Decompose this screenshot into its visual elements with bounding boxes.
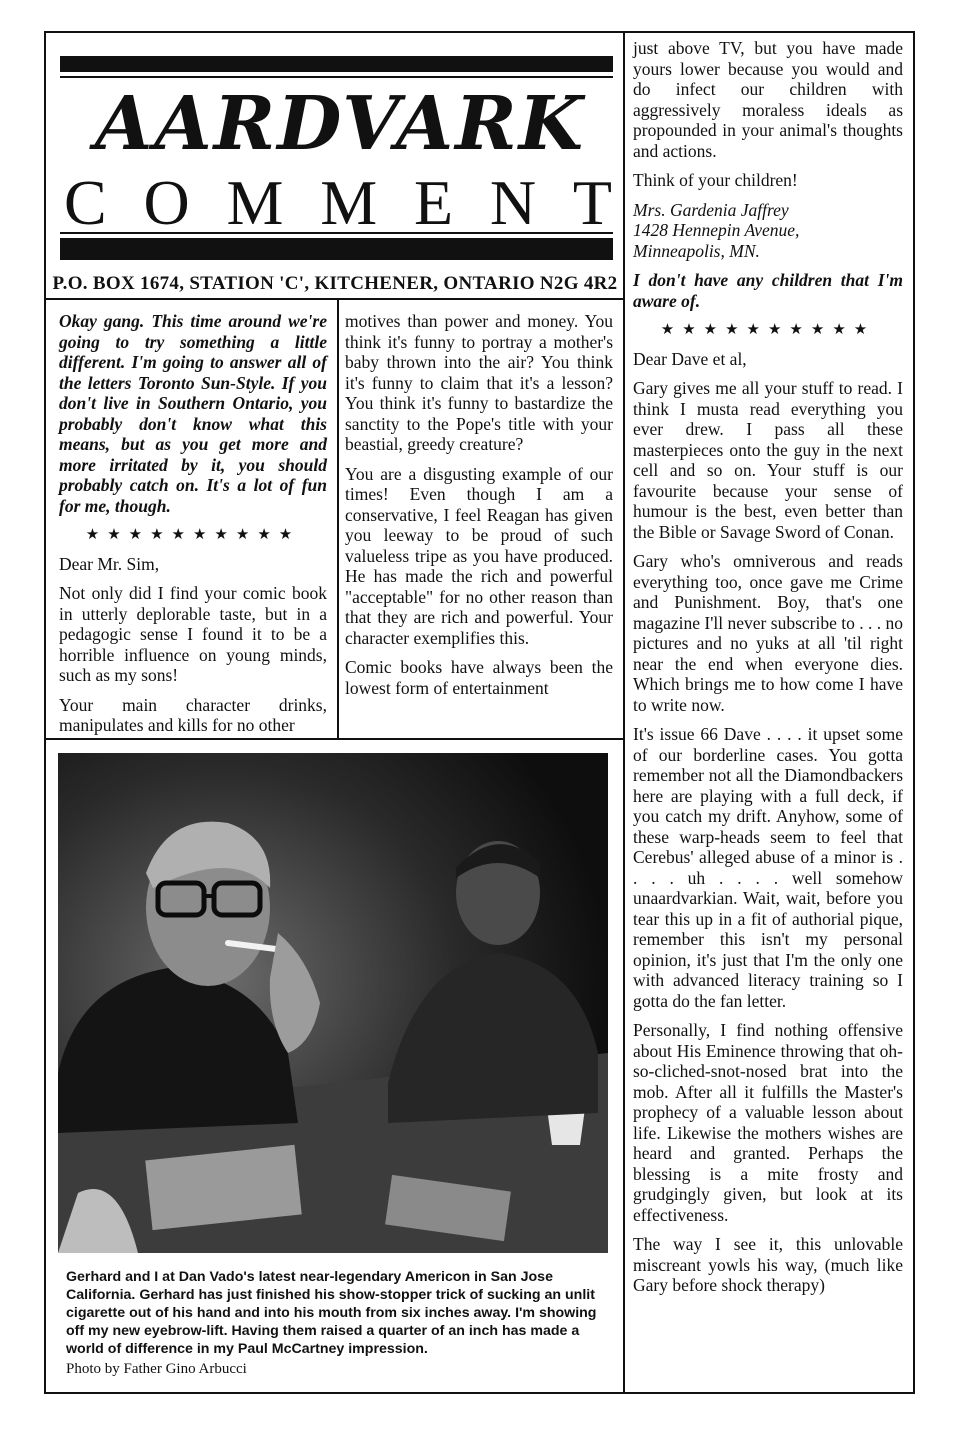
letter-paragraph: Personally, I find nothing offensive about His Eminence throwing that oh-so-cliched-snot-nosed brat into the mob. After all it fulfills the Master's prophecy of a valuable lesson about life. Likewise the mothers wishes are heard and granted. Perhaps the blessing is a mite frosty and grudgingly given, but look at its effectiveness. <box>633 1020 903 1225</box>
convention-photo <box>58 753 608 1253</box>
editor-intro: Okay gang. This time around we're going to try something a little different. I'm going to answer all of the letters Toronto Sun-Style. If you don't live in Southern Ontario, you probably don't know what this means, but as you get more and more irritated by it, you should probably catch on. It's a lot of fun for me, though. <box>59 311 327 516</box>
signature-street: 1428 Hennepin Avenue, <box>633 220 800 240</box>
letter-paragraph: motives than power and money. You think it's funny to portray a mother's baby thrown into the air? You think it's funny to claim that it's a lesson? You think it's funny to bastardize the sanctity to the Pope's title with your beastial, greedy creature? <box>345 311 613 454</box>
subtitle-letter: T <box>572 167 612 238</box>
letter-signature <box>633 200 903 262</box>
column-divider-middle <box>337 300 339 738</box>
star-divider: ★★★★★★★★★★ <box>85 527 301 543</box>
letter-paragraph: Comic books have always been the lowest form of entertainment <box>345 657 613 698</box>
photo-credit: Photo by Father Gino Arbucci <box>66 1361 247 1377</box>
letter-paragraph: Not only did I find your comic book in utterly deplorable taste, but in a pedagogic sense I found it to be a horrible influence on young minds, such as my sons! <box>59 583 327 685</box>
editor-reply: I don't have any children that I'm aware of. <box>633 270 903 311</box>
masthead-bar-top <box>60 56 613 72</box>
subtitle-letter: E <box>413 167 454 238</box>
letter-paragraph: Think of your children! <box>633 170 798 190</box>
subtitle-letter: O <box>143 167 190 238</box>
masthead-subtitle <box>58 167 618 238</box>
signature-name: Mrs. Gardenia Jaffrey <box>633 199 789 220</box>
photo-caption: Gerhard and I at Dan Vado's latest near-legendary Americon in San Jose California. Gerhard has just finished his show-stopper trick of sucking an unlit cigarette out of his hand and into his mouth from six inches away. I'm showing off my new eyebrow-lift. Having them raised a quarter of an inch has made a world of difference in my Paul McCartney impression. <box>66 1269 597 1357</box>
subtitle-letter: C <box>64 167 107 238</box>
signature-city: Minneapolis, MN. <box>633 240 760 261</box>
masthead-bar-bottom <box>60 238 613 260</box>
letter-paragraph: Your main character drinks, manipulates and kills for no other <box>59 694 327 735</box>
subtitle-letter: N <box>489 167 537 238</box>
subtitle-letter: M <box>320 167 378 238</box>
letter-paragraph: Gary gives me all your stuff to read. I think I musta read everything you ever drew. I pass all these masterpieces onto the guy in the next cell and so on. Your stuff is our favourite because your sense of humour is the best, even better than the Bible or Savage Sword of Conan. <box>633 378 903 542</box>
letter-paragraph: You are a disgusting example of our times! Even though I am a conservative, I feel Reagan has given you leeway to be proud of such valueless tripe as you have produced. He has made the rich and powerful "acceptable" for no other reason than that they are rich and powerful. Your character exemplifies this. <box>345 463 613 648</box>
letter-paragraph: just above TV, but you have made yours lower because you would and do infect our children with aggressively moraless ideals as propounded in your animal's thoughts and actions. <box>633 38 903 161</box>
letter-salutation: Dear Dave et al, <box>633 348 747 369</box>
address-rule <box>44 298 624 300</box>
column-2 <box>345 311 613 707</box>
letter-salutation: Dear Mr. Sim, <box>59 553 160 574</box>
column-3 <box>633 38 903 1305</box>
star-divider: ★★★★★★★★★★ <box>660 322 876 338</box>
column-1 <box>59 311 327 745</box>
letter-paragraph: It's issue 66 Dave . . . . it upset some of our borderline cases. You gotta remember not all the Diamondbackers here are playing with a full deck, if you catch my drift. Anyhow, some of these warp-heads seem to feel that Cerebus' alleged abuse of a minor is . . . . uh . . . . well somehow unaardvarkian. Wait, wait, before you tear this up in a fit of authorial pique, remember this isn't my personal opinion, it's just that I'm the only one with advanced literacy training so I gotta do the fan letter. <box>633 724 903 1011</box>
masthead-title: AARDVARK <box>94 81 586 167</box>
photo-illustration <box>58 753 608 1253</box>
mailing-address: P.O. BOX 1674, STATION 'C', KITCHENER, ONTARIO N2G 4R2 <box>52 273 618 294</box>
column-divider-right <box>623 31 625 1394</box>
letter-paragraph: The way I see it, this unlovable miscreant yowls his way, (much like Gary before shock therapy) <box>633 1234 903 1295</box>
subtitle-letter: M <box>226 167 284 238</box>
letter-paragraph: Gary who's omniverous and reads everything too, once gave me Crime and Punishment. Boy, that's one magazine I'll never subscribe to . . . no pictures and no yuks at all 'til right near the end when everyone dies. Which brings me to how come I have to write now. <box>633 551 903 715</box>
masthead-rule-top <box>60 76 613 78</box>
